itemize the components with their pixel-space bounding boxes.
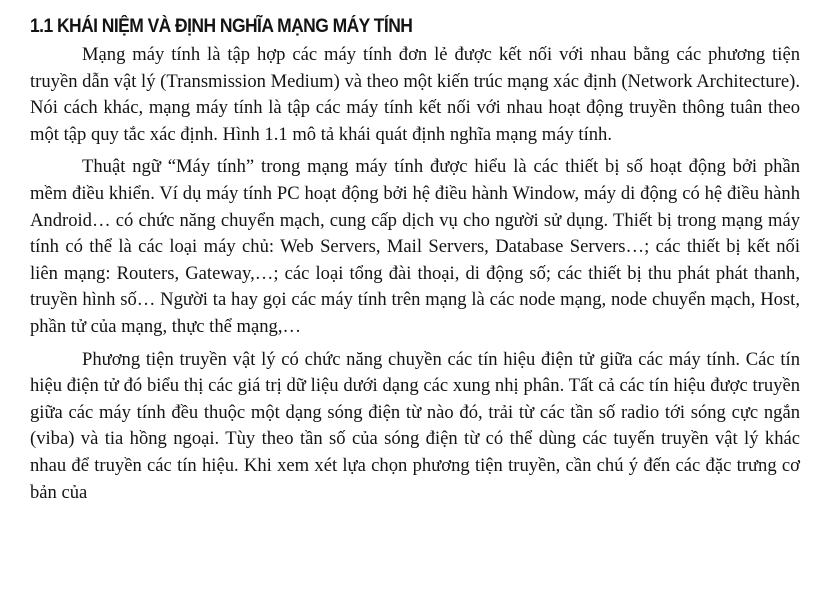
paragraph-definition: Mạng máy tính là tập hợp các máy tính đơn lẻ được kết nối với nhau bằng các phương tiện truyền dẫn vật lý (Transmission Medium) và theo một kiến trúc mạng xác định (Network Architecture). Nói cách khác, mạng máy tính là tập các máy tính kết nối với nhau hoạt động truyền thông tuân theo một tập quy tắc xác định. Hình 1.1 mô tả khái quát định nghĩa mạng máy tính. [30,44,800,145]
paragraph-transmission-medium: Phương tiện truyền vật lý có chức năng chuyền các tín hiệu điện tử giữa các máy tính. Các tín hiệu điện tử đó biểu thị các giá trị dữ liệu dưới dạng các xung nhị phân. Tất cả các tín hiệu được truyền giữa các máy tính đều thuộc một dạng sóng điện từ nào đó, trải từ các tần số radio tới sóng cực ngắn (viba) và tia hồng ngoại. Tùy theo tần số của sóng điện từ có thể dùng các tuyến truyền vật lý khác nhau để truyền các tín hiệu. Khi xem xét lựa chọn phương tiện truyền, cần chú ý đến các đặc trưng cơ bản của [30,348,800,503]
section-heading: 1.1 KHÁI NIỆM VÀ ĐỊNH NGHĨA MẠNG MÁY TÍNH [30,16,413,37]
paragraph-computer-term: Thuật ngữ “Máy tính” trong mạng máy tính được hiểu là các thiết bị số hoạt động bởi phần mềm điều khiển. Ví dụ máy tính PC hoạt động bởi hệ điều hành Window, máy di động có hệ điều hành Android… có chức năng chuyển mạch, cung cấp dịch vụ cho người sử dụng. Thiết bị trong mạng máy tính có thể là các loại máy chủ: Web Servers, Mail Servers, Database Servers…; các thiết bị kết nối liên mạng: Routers, Gateway,…; các loại tổng đài thoại, di động số; các thiết bị thu phát phát thanh, truyền hình số… Người ta hay gọi các máy tính trên mạng là các node mạng, node chuyển mạch, Host, phần tử của mạng, thực thể mạng,… [30,156,800,337]
